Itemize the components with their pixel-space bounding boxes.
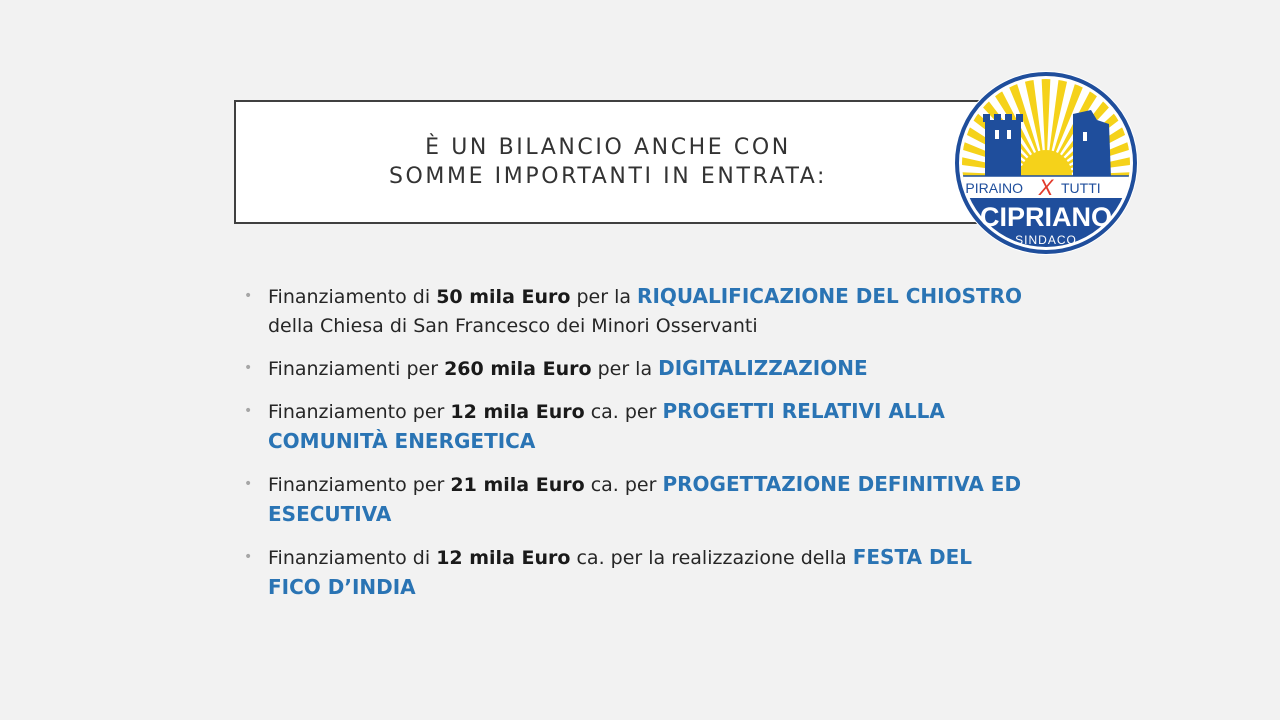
logo-text-piraino: PIRAINO [965,180,1023,196]
title-line-2: SOMME IMPORTANTI IN ENTRATA: [388,164,828,189]
body-text: per la [591,358,659,380]
body-text: Finanziamento per [268,474,451,496]
left-tower-icon [983,114,1023,178]
logo-role: SINDACO [1015,233,1077,247]
bullet-dot-icon: • [244,476,253,492]
highlight-text: PROGETTI RELATIVI ALLA COMUNITÀ ENERGETICA [268,399,945,453]
amount-text: 260 mila Euro [444,358,592,380]
funding-list [244,282,1024,616]
body-text: Finanziamento per [268,401,451,423]
logo-x-mark: X [1038,175,1054,200]
amount-text: 50 mila Euro [436,286,571,308]
funding-list-item [244,470,1024,530]
body-text: per la [570,286,638,308]
bullet-dot-icon: • [244,360,253,376]
funding-list-item [244,543,1024,603]
highlight-text: PROGETTAZIONE DEFINITIVA ED ESECUTIVA [268,472,1022,526]
body-text: Finanziamenti per [268,358,445,380]
body-text: Finanziamento di [268,547,437,569]
funding-list-item [244,397,1024,457]
title-line-1: È UN BILANCIO ANCHE CON [425,135,791,160]
body-text: ca. per [584,474,663,496]
bullet-dot-icon: • [244,288,253,304]
highlight-text: DIGITALIZZAZIONE [658,356,868,380]
logo-text-tutti: TUTTI [1061,180,1101,196]
bullet-dot-icon: • [244,549,253,565]
highlight-text: FESTA DEL FICO D’INDIA [268,545,973,599]
funding-list-item [244,354,1024,384]
amount-text: 12 mila Euro [436,547,571,569]
logo-name: CIPRIANO [979,202,1113,232]
body-text: ca. per [584,401,663,423]
amount-text: 12 mila Euro [450,401,585,423]
amount-text: 21 mila Euro [450,474,585,496]
title-box [234,100,1002,224]
highlight-text: RIQUALIFICAZIONE DEL CHIOSTRO [637,284,1023,308]
body-text: della Chiesa di San Francesco dei Minori Osservanti [268,315,758,337]
bullet-dot-icon: • [244,403,253,419]
campaign-logo [951,68,1141,258]
body-text: ca. per la realizzazione della [570,547,853,569]
funding-list-item [244,282,1024,341]
body-text: Finanziamento di [268,286,437,308]
